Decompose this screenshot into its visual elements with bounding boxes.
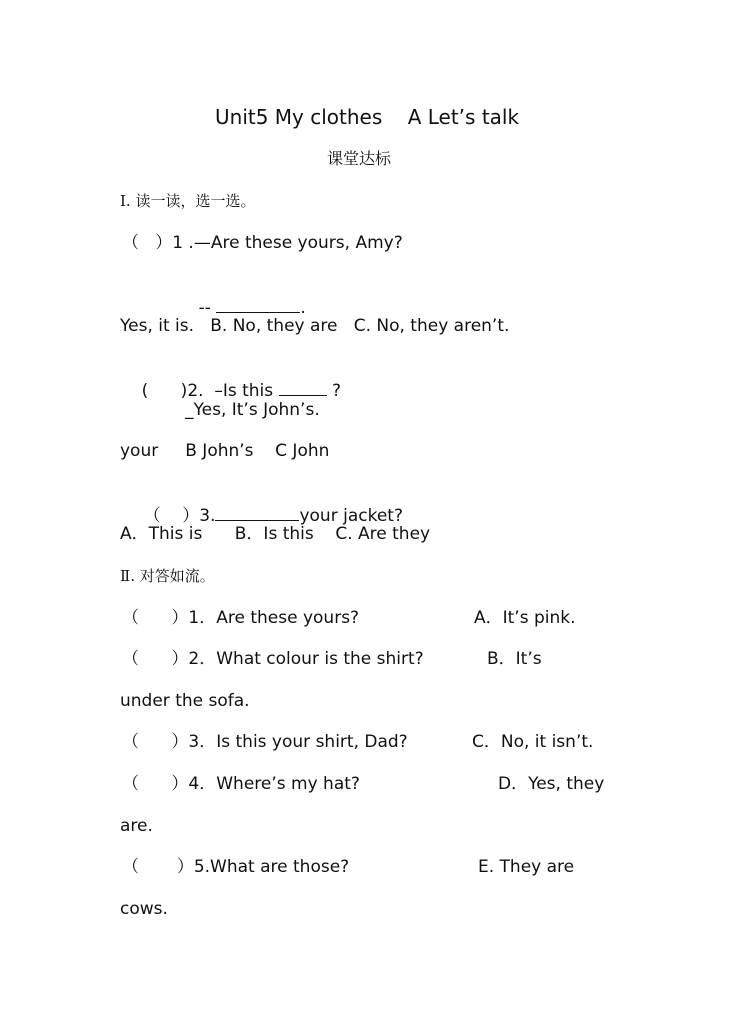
match-row-4-right: D．Yes, they xyxy=(498,774,605,794)
match-row-2-left: （ ）2．What colour is the shirt? xyxy=(122,649,424,669)
answer-dashes: -- xyxy=(198,298,217,318)
match-row-1-left: （ ）1．Are these yours? xyxy=(122,608,360,628)
match-row-3-left: （ ）3．Is this your shirt, Dad? xyxy=(122,732,408,752)
question-2-options: your B John’s C John xyxy=(120,441,330,461)
page-subtitle: 课堂达标 xyxy=(327,149,392,168)
match-row-5-left: （ ）5.What are those? xyxy=(122,857,350,877)
section-1-heading: Ⅰ. 读一读，选一选。 xyxy=(120,192,256,210)
question-3-suffix: your jacket? xyxy=(299,506,403,526)
answer-blank xyxy=(216,296,300,313)
match-row-4-left: （ ）4．Where’s my hat? xyxy=(122,774,360,794)
match-row-4-continued: are. xyxy=(120,816,153,836)
question-2-blank xyxy=(279,379,327,396)
question-2-suffix: ? xyxy=(326,381,341,401)
answer-period: . xyxy=(300,298,306,318)
question-3-options: A．This is B．Is this C. Are they xyxy=(120,524,431,544)
match-row-1-right: A．It’s pink. xyxy=(474,608,576,628)
match-row-3-right: C．No, it isn’t. xyxy=(472,732,594,752)
question-2-prefix: ( )2. –Is this xyxy=(141,381,279,401)
match-row-2-continued: under the sofa. xyxy=(120,691,250,711)
match-row-2-right: B．It’s xyxy=(487,649,542,669)
page-title: Unit5 My clothes A Let’s talk xyxy=(215,105,520,129)
question-3-blank xyxy=(215,504,299,521)
match-row-5-continued: cows. xyxy=(120,899,168,919)
question-1: （ ）1 .—Are these yours, Amy? xyxy=(122,233,403,253)
question-3-prefix: （ ）3. xyxy=(143,506,216,526)
section-2-heading: Ⅱ. 对答如流。 xyxy=(120,567,215,585)
question-2-answer: _Yes, It’s John’s. xyxy=(185,400,320,420)
question-1-options: Yes, it is. B. No, they are C. No, they aren’t. xyxy=(120,316,510,336)
match-row-5-right: E. They are xyxy=(478,857,575,877)
